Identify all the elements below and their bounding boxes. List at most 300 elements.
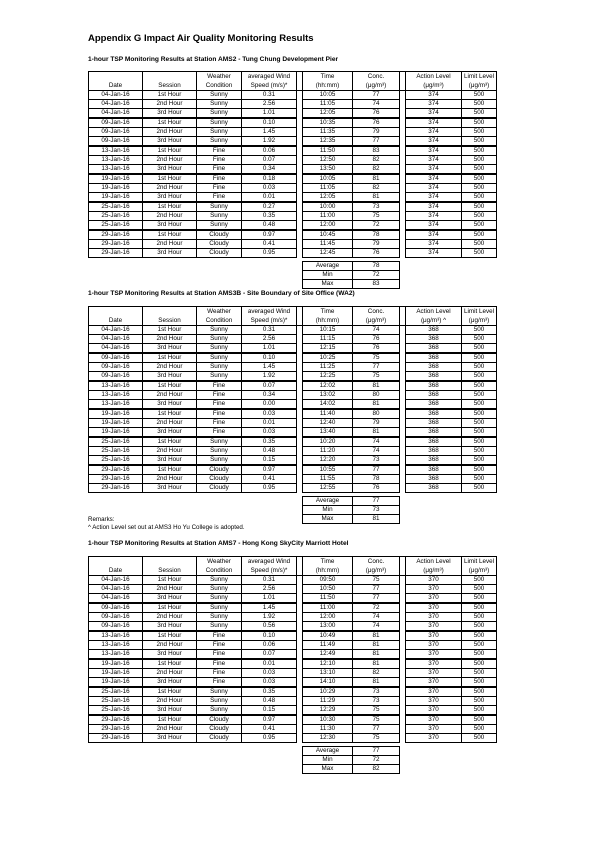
header-session-top	[142, 306, 196, 316]
time-cell: 11:25	[302, 362, 352, 371]
weather-cell: Sunny	[196, 108, 241, 117]
blank-cell	[461, 496, 497, 505]
session-cell: 2nd Hour	[142, 418, 196, 427]
header-wind: averaged Wind	[241, 556, 297, 566]
weather-cell: Cloudy	[196, 714, 241, 724]
session-cell: 2nd Hour	[142, 724, 196, 733]
date-cell: 13-Jan-16	[88, 380, 142, 390]
session-cell: 3rd Hour	[142, 593, 196, 602]
blank-cell	[405, 505, 461, 514]
date-cell: 25-Jan-16	[88, 705, 142, 714]
table-row	[88, 436, 497, 446]
date-cell: 29-Jan-16	[88, 733, 142, 743]
time-cell: 10:30	[302, 714, 352, 724]
conc-cell: 81	[352, 427, 400, 436]
conc-cell: 74	[352, 325, 400, 334]
date-cell: 29-Jan-16	[88, 474, 142, 483]
weather-cell: Sunny	[196, 575, 241, 584]
conc-cell: 75	[352, 705, 400, 714]
date-cell: 04-Jan-16	[88, 593, 142, 602]
limit-level-cell: 500	[461, 127, 497, 136]
conc-cell: 81	[352, 173, 400, 183]
wind-speed-cell: 1.01	[241, 343, 297, 352]
session-cell: 1st Hour	[142, 686, 196, 696]
session-cell: 1st Hour	[142, 352, 196, 362]
weather-cell: Sunny	[196, 686, 241, 696]
action-level-cell: 368	[405, 483, 461, 493]
header-action-unit: (μg/m³)	[405, 81, 461, 90]
date-cell: 13-Jan-16	[88, 649, 142, 658]
time-cell: 12:00	[302, 612, 352, 621]
table-row	[88, 239, 497, 248]
header-limit-sub: (μg/m³)	[461, 81, 497, 90]
remarks-heading: Remarks:	[88, 516, 115, 523]
wind-speed-cell: 0.03	[241, 183, 297, 192]
header-action-level: Action Level	[405, 556, 461, 566]
wind-speed-cell: 0.31	[241, 90, 297, 99]
wind-speed-cell: 0.31	[241, 325, 297, 334]
session-cell: 3rd Hour	[142, 399, 196, 408]
weather-cell: Cloudy	[196, 229, 241, 239]
session-cell: 3rd Hour	[142, 164, 196, 173]
blank-cell	[241, 261, 297, 270]
limit-level-cell: 500	[461, 714, 497, 724]
time-cell: 12:00	[302, 220, 352, 229]
time-cell: 10:45	[302, 229, 352, 239]
weather-cell: Cloudy	[196, 733, 241, 743]
summary-value: 78	[352, 261, 400, 270]
weather-cell: Sunny	[196, 127, 241, 136]
table-row	[88, 164, 497, 173]
weather-cell: Sunny	[196, 362, 241, 371]
session-cell: 3rd Hour	[142, 455, 196, 464]
date-cell: 09-Jan-16	[88, 612, 142, 621]
conc-cell: 81	[352, 192, 400, 201]
session-cell: 1st Hour	[142, 408, 196, 418]
header-conc: Conc.	[352, 306, 400, 316]
session-cell: 2nd Hour	[142, 390, 196, 399]
summary-label: Max	[302, 764, 352, 774]
weather-cell: Sunny	[196, 593, 241, 602]
session-cell: 1st Hour	[142, 90, 196, 99]
limit-level-cell: 500	[461, 192, 497, 201]
conc-cell: 83	[352, 145, 400, 155]
section-title: 1-hour TSP Monitoring Results at Station AMS2 - Tung Chung Development Pier	[88, 56, 339, 63]
date-cell: 29-Jan-16	[88, 483, 142, 493]
session-cell: 3rd Hour	[142, 677, 196, 686]
weather-cell: Sunny	[196, 343, 241, 352]
limit-level-cell: 500	[461, 325, 497, 334]
header-time: Time	[302, 556, 352, 566]
weather-cell: Cloudy	[196, 474, 241, 483]
date-cell: 04-Jan-16	[88, 575, 142, 584]
blank-cell	[461, 755, 497, 764]
table-row	[88, 696, 497, 705]
limit-level-cell: 500	[461, 164, 497, 173]
time-cell: 13:40	[302, 427, 352, 436]
limit-level-cell: 500	[461, 686, 497, 696]
table-row	[88, 658, 497, 668]
summary-value: 81	[352, 514, 400, 524]
table-row	[88, 362, 497, 371]
session-cell: 1st Hour	[142, 117, 196, 127]
date-cell: 19-Jan-16	[88, 668, 142, 677]
table-row	[88, 427, 497, 436]
blank-cell	[88, 505, 142, 514]
date-cell: 25-Jan-16	[88, 455, 142, 464]
table-row	[88, 575, 497, 584]
action-level-cell: 374	[405, 239, 461, 248]
time-cell: 12:40	[302, 418, 352, 427]
conc-cell: 79	[352, 127, 400, 136]
header-wind-sub: Speed (m/s)*	[241, 566, 297, 575]
table-row	[88, 640, 497, 649]
action-level-cell: 370	[405, 724, 461, 733]
table-row	[88, 464, 497, 474]
time-cell: 11:05	[302, 183, 352, 192]
action-level-cell: 370	[405, 621, 461, 630]
blank-cell	[405, 279, 461, 289]
action-level-cell: 368	[405, 464, 461, 474]
conc-cell: 79	[352, 418, 400, 427]
action-level-cell: 370	[405, 575, 461, 584]
header-weather-sub: Condition	[196, 81, 241, 90]
header-time-sub: (hh:mm)	[302, 566, 352, 575]
summary-value: 82	[352, 764, 400, 774]
action-level-cell: 374	[405, 127, 461, 136]
weather-cell: Sunny	[196, 371, 241, 380]
session-cell: 3rd Hour	[142, 136, 196, 145]
time-cell: 11:29	[302, 696, 352, 705]
table-row	[88, 173, 497, 183]
conc-cell: 82	[352, 668, 400, 677]
wind-speed-cell: 0.07	[241, 155, 297, 164]
wind-speed-cell: 0.10	[241, 117, 297, 127]
date-cell: 04-Jan-16	[88, 99, 142, 108]
conc-cell: 75	[352, 371, 400, 380]
table-row	[88, 220, 497, 229]
limit-level-cell: 500	[461, 436, 497, 446]
action-level-cell: 374	[405, 248, 461, 258]
table-row	[88, 380, 497, 390]
session-cell: 1st Hour	[142, 464, 196, 474]
summary-label: Min	[302, 270, 352, 279]
conc-cell: 74	[352, 612, 400, 621]
conc-cell: 74	[352, 621, 400, 630]
time-cell: 10:49	[302, 630, 352, 640]
table-row	[88, 371, 497, 380]
limit-level-cell: 500	[461, 640, 497, 649]
weather-cell: Sunny	[196, 334, 241, 343]
date-cell: 13-Jan-16	[88, 145, 142, 155]
summary-label: Max	[302, 514, 352, 524]
wind-speed-cell: 0.35	[241, 686, 297, 696]
blank-cell	[88, 270, 142, 279]
wind-speed-cell: 0.03	[241, 668, 297, 677]
blank-cell	[88, 279, 142, 289]
header-weather: Weather	[196, 306, 241, 316]
action-level-cell: 368	[405, 427, 461, 436]
weather-cell: Fine	[196, 408, 241, 418]
header-date-top	[88, 556, 142, 566]
date-cell: 25-Jan-16	[88, 220, 142, 229]
table-row	[88, 677, 497, 686]
action-level-cell: 374	[405, 136, 461, 145]
session-cell: 1st Hour	[142, 173, 196, 183]
weather-cell: Sunny	[196, 705, 241, 714]
header-conc-sub: (μg/m³)	[352, 81, 400, 90]
session-cell: 2nd Hour	[142, 127, 196, 136]
weather-cell: Fine	[196, 390, 241, 399]
time-cell: 11:30	[302, 724, 352, 733]
action-level-cell: 370	[405, 584, 461, 593]
session-cell: 2nd Hour	[142, 612, 196, 621]
weather-cell: Cloudy	[196, 464, 241, 474]
action-level-cell: 374	[405, 201, 461, 211]
header-session: Session	[142, 316, 196, 325]
wind-speed-cell: 0.27	[241, 201, 297, 211]
weather-cell: Fine	[196, 658, 241, 668]
conc-cell: 82	[352, 183, 400, 192]
blank-cell	[241, 514, 297, 524]
conc-cell: 81	[352, 640, 400, 649]
limit-level-cell: 500	[461, 612, 497, 621]
table-row	[88, 621, 497, 630]
weather-cell: Sunny	[196, 211, 241, 220]
summary-label: Average	[302, 746, 352, 755]
wind-speed-cell: 0.06	[241, 640, 297, 649]
time-cell: 11:40	[302, 408, 352, 418]
session-cell: 2nd Hour	[142, 183, 196, 192]
blank-cell	[405, 755, 461, 764]
limit-level-cell: 500	[461, 446, 497, 455]
table-row	[88, 630, 497, 640]
blank-cell	[196, 746, 241, 755]
session-cell: 2nd Hour	[142, 584, 196, 593]
time-cell: 11:00	[302, 602, 352, 612]
table-row	[88, 446, 497, 455]
conc-cell: 81	[352, 630, 400, 640]
header-time-sub: (hh:mm)	[302, 316, 352, 325]
time-cell: 12:35	[302, 136, 352, 145]
date-cell: 09-Jan-16	[88, 117, 142, 127]
wind-speed-cell: 1.45	[241, 362, 297, 371]
session-cell: 1st Hour	[142, 201, 196, 211]
time-cell: 11:50	[302, 145, 352, 155]
time-cell: 12:30	[302, 733, 352, 743]
weather-cell: Sunny	[196, 99, 241, 108]
action-level-cell: 374	[405, 90, 461, 99]
page-title: Appendix G Impact Air Quality Monitoring Results	[88, 33, 314, 44]
table-row	[88, 127, 497, 136]
time-cell: 11:49	[302, 640, 352, 649]
date-cell: 29-Jan-16	[88, 229, 142, 239]
blank-cell	[241, 746, 297, 755]
session-cell: 1st Hour	[142, 380, 196, 390]
session-cell: 2nd Hour	[142, 668, 196, 677]
section-title: 1-hour TSP Monitoring Results at Station AMS3B - Site Boundary of Site Office (WA2)	[88, 290, 355, 297]
action-level-cell: 370	[405, 696, 461, 705]
session-cell: 3rd Hour	[142, 343, 196, 352]
date-cell: 25-Jan-16	[88, 201, 142, 211]
monitoring-table	[88, 306, 497, 524]
summary-label: Average	[302, 261, 352, 270]
limit-level-cell: 500	[461, 584, 497, 593]
header-time: Time	[302, 306, 352, 316]
session-cell: 2nd Hour	[142, 640, 196, 649]
limit-level-cell: 500	[461, 399, 497, 408]
header-time: Time	[302, 71, 352, 81]
session-cell: 2nd Hour	[142, 155, 196, 164]
date-cell: 29-Jan-16	[88, 239, 142, 248]
time-cell: 12:29	[302, 705, 352, 714]
limit-level-cell: 500	[461, 658, 497, 668]
conc-cell: 81	[352, 658, 400, 668]
conc-cell: 73	[352, 201, 400, 211]
table-row	[88, 668, 497, 677]
wind-speed-cell: 0.15	[241, 455, 297, 464]
wind-speed-cell: 0.35	[241, 211, 297, 220]
table-row	[88, 136, 497, 145]
session-cell: 1st Hour	[142, 229, 196, 239]
blank-cell	[241, 496, 297, 505]
header-wind: averaged Wind	[241, 306, 297, 316]
session-cell: 2nd Hour	[142, 696, 196, 705]
table-row	[88, 108, 497, 117]
limit-level-cell: 500	[461, 380, 497, 390]
action-level-cell: 374	[405, 173, 461, 183]
limit-level-cell: 500	[461, 668, 497, 677]
action-level-cell: 370	[405, 630, 461, 640]
weather-cell: Sunny	[196, 436, 241, 446]
action-level-cell: 370	[405, 658, 461, 668]
session-cell: 1st Hour	[142, 575, 196, 584]
weather-cell: Sunny	[196, 446, 241, 455]
action-level-cell: 374	[405, 145, 461, 155]
date-cell: 13-Jan-16	[88, 640, 142, 649]
header-conc-sub: (μg/m³)	[352, 316, 400, 325]
conc-cell: 82	[352, 155, 400, 164]
weather-cell: Sunny	[196, 136, 241, 145]
blank-cell	[196, 764, 241, 774]
date-cell: 04-Jan-16	[88, 325, 142, 334]
time-cell: 10:15	[302, 325, 352, 334]
monitoring-table	[88, 556, 497, 774]
table-row	[88, 145, 497, 155]
wind-speed-cell: 0.03	[241, 677, 297, 686]
action-level-cell: 370	[405, 714, 461, 724]
wind-speed-cell: 0.01	[241, 192, 297, 201]
action-level-cell: 370	[405, 733, 461, 743]
summary-label: Min	[302, 505, 352, 514]
weather-cell: Fine	[196, 427, 241, 436]
limit-level-cell: 500	[461, 211, 497, 220]
table-row	[88, 705, 497, 714]
conc-cell: 76	[352, 343, 400, 352]
summary-value: 77	[352, 496, 400, 505]
table-row	[88, 229, 497, 239]
wind-speed-cell: 0.95	[241, 248, 297, 258]
wind-speed-cell: 0.41	[241, 474, 297, 483]
limit-level-cell: 500	[461, 483, 497, 493]
weather-cell: Sunny	[196, 352, 241, 362]
wind-speed-cell: 0.97	[241, 229, 297, 239]
table-row	[88, 90, 497, 99]
action-level-cell: 370	[405, 705, 461, 714]
date-cell: 09-Jan-16	[88, 371, 142, 380]
date-cell: 25-Jan-16	[88, 686, 142, 696]
action-level-cell: 374	[405, 192, 461, 201]
conc-cell: 73	[352, 696, 400, 705]
table-row	[88, 325, 497, 334]
summary-row	[88, 496, 497, 505]
table-row	[88, 211, 497, 220]
limit-level-cell: 500	[461, 371, 497, 380]
blank-cell	[196, 270, 241, 279]
weather-cell: Sunny	[196, 696, 241, 705]
header-weather: Weather	[196, 556, 241, 566]
blank-cell	[461, 505, 497, 514]
action-level-cell: 374	[405, 211, 461, 220]
session-cell: 3rd Hour	[142, 192, 196, 201]
limit-level-cell: 500	[461, 183, 497, 192]
action-level-cell: 368	[405, 352, 461, 362]
blank-cell	[241, 270, 297, 279]
action-level-cell: 368	[405, 371, 461, 380]
weather-cell: Fine	[196, 630, 241, 640]
conc-cell: 78	[352, 474, 400, 483]
summary-value: 77	[352, 746, 400, 755]
action-level-cell: 374	[405, 220, 461, 229]
time-cell: 12:02	[302, 380, 352, 390]
action-level-cell: 374	[405, 155, 461, 164]
time-cell: 13:50	[302, 164, 352, 173]
table-row	[88, 612, 497, 621]
blank-cell	[196, 496, 241, 505]
summary-label: Min	[302, 755, 352, 764]
wind-speed-cell: 1.45	[241, 127, 297, 136]
weather-cell: Fine	[196, 668, 241, 677]
summary-row	[88, 746, 497, 755]
header-action-unit: (μg/m³)	[405, 566, 461, 575]
table-row	[88, 117, 497, 127]
conc-cell: 81	[352, 649, 400, 658]
table-row	[88, 248, 497, 258]
date-cell: 04-Jan-16	[88, 584, 142, 593]
session-cell: 3rd Hour	[142, 248, 196, 258]
wind-speed-cell: 0.56	[241, 621, 297, 630]
weather-cell: Fine	[196, 155, 241, 164]
limit-level-cell: 500	[461, 390, 497, 399]
date-cell: 29-Jan-16	[88, 248, 142, 258]
time-cell: 13:02	[302, 390, 352, 399]
action-level-cell: 370	[405, 602, 461, 612]
weather-cell: Fine	[196, 192, 241, 201]
session-cell: 3rd Hour	[142, 483, 196, 493]
limit-level-cell: 500	[461, 649, 497, 658]
monitoring-table	[88, 71, 497, 289]
blank-cell	[461, 261, 497, 270]
conc-cell: 76	[352, 117, 400, 127]
session-cell: 1st Hour	[142, 658, 196, 668]
action-level-cell: 370	[405, 612, 461, 621]
limit-level-cell: 500	[461, 408, 497, 418]
date-cell: 13-Jan-16	[88, 399, 142, 408]
header-limit-level: Limit Level	[461, 71, 497, 81]
blank-cell	[142, 279, 196, 289]
conc-cell: 81	[352, 399, 400, 408]
limit-level-cell: 500	[461, 602, 497, 612]
